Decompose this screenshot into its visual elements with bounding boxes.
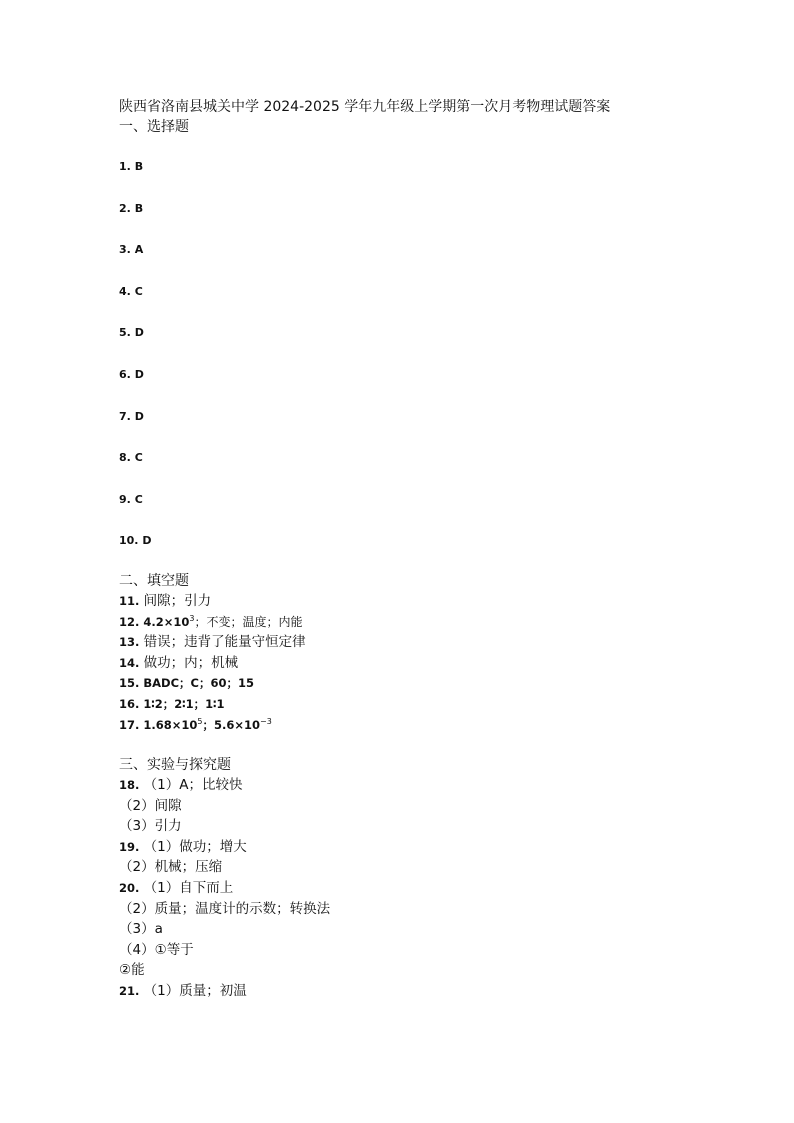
multiple-choice-answers	[119, 159, 739, 549]
mc-answer-5: 5. D	[119, 326, 144, 340]
fill-answer-11: 11. 间隙；引力	[119, 592, 212, 609]
exp-line-20-5: ②能	[119, 962, 145, 979]
fill-answer-16: 16. 1∶2；2∶1；1∶1	[119, 696, 225, 711]
mc-answer-2: 2. B	[119, 201, 144, 215]
answer-sheet	[119, 97, 739, 1002]
mc-answer-8: 8. C	[119, 451, 143, 465]
experiment-section	[119, 755, 739, 1002]
mc-answer-3: 3. A	[119, 243, 144, 257]
fill-answer-12: 12. $4.2\times 10^3$；不变；温度；内能	[119, 613, 303, 629]
section-spacer	[119, 735, 739, 755]
fill-answer-17: 17. $1.68\times 10^5$；$5.6\times 10^{-3}$	[119, 716, 272, 732]
exp-line-21-1: 21. （1）质量；初温	[119, 983, 247, 1000]
section-heading-multiple-choice: 一、选择题	[119, 119, 189, 135]
fill-answer-15: 15. BADC；C；60；15	[119, 676, 254, 691]
exp-line-20-3: （3）a	[119, 921, 163, 938]
exp-line-19-2: （2）机械；压缩	[119, 859, 223, 876]
mc-answer-10: 10. D	[119, 534, 152, 548]
section-heading-fill-in-blank: 二、填空题	[119, 572, 189, 589]
mc-answer-6: 6. D	[119, 367, 144, 381]
fill-in-blank-section	[119, 571, 739, 735]
exp-line-20-4: （4）①等于	[119, 941, 194, 958]
exp-line-18-2: （2）间隙	[119, 797, 182, 814]
section-heading-experiment: 三、实验与探究题	[119, 757, 231, 774]
fill-answer-14: 14. 做功；内；机械	[119, 654, 239, 671]
document-title: 陕西省洛南县城关中学 2024-2025 学年九年级上学期第一次月考物理试题答案	[119, 99, 611, 115]
exp-line-20-1: 20. （1）自下而上	[119, 880, 234, 897]
mc-answer-7: 7. D	[119, 409, 144, 423]
exp-line-18-1: 18. （1）A；比较快	[119, 777, 243, 794]
exp-line-20-2: （2）质量；温度计的示数；转换法	[119, 900, 331, 917]
mc-answer-1: 1. B	[119, 160, 144, 173]
mc-answer-9: 9. C	[119, 492, 143, 506]
exp-line-19-1: 19. （1）做功；增大	[119, 838, 247, 855]
fill-answer-13: 13. 错误；违背了能量守恒定律	[119, 634, 306, 651]
mc-answer-4: 4. C	[119, 284, 143, 298]
exp-line-18-3: （3）引力	[119, 818, 182, 835]
